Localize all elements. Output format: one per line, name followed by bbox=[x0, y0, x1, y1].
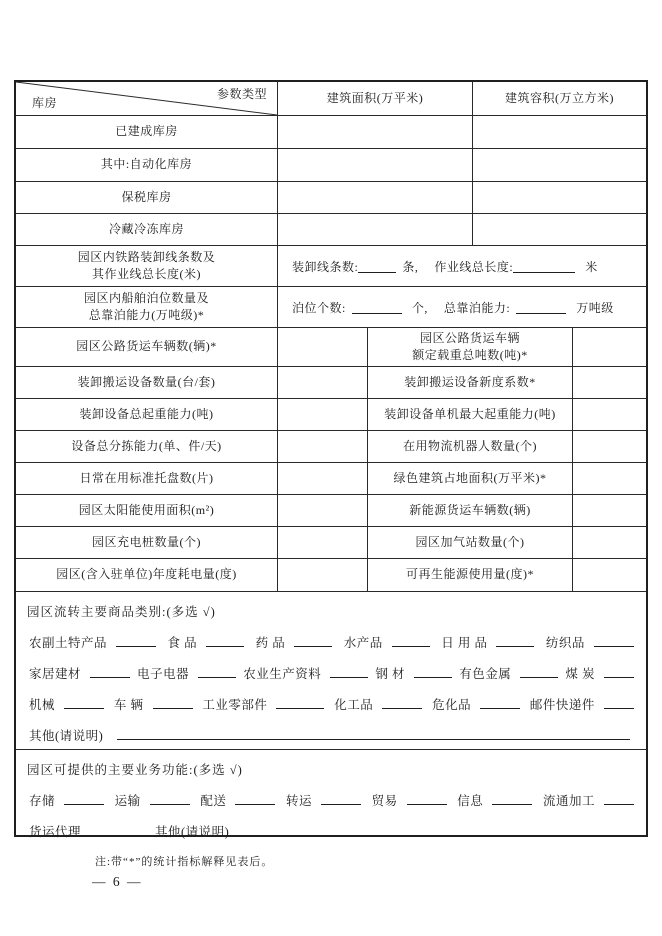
table-row-standard-pallets bbox=[16, 462, 646, 494]
check-blank bbox=[90, 665, 130, 678]
commodities-line-1 bbox=[27, 633, 636, 651]
value-cell-area bbox=[277, 182, 472, 213]
row-label: 保税库房 bbox=[121, 189, 172, 204]
working-line-length-unit: 米 bbox=[585, 259, 598, 274]
check-blank bbox=[150, 792, 190, 805]
value-cell-right bbox=[572, 328, 646, 366]
value-cell-left bbox=[277, 495, 367, 526]
row-label-right: 在用物流机器人数量(个) bbox=[367, 431, 572, 462]
row-label-right: 装卸搬运设备新度系数* bbox=[367, 367, 572, 398]
row-label: 冷藏冷冻库房 bbox=[108, 221, 184, 236]
function-item: 配送 bbox=[200, 791, 275, 809]
commodity-item: 食 品 bbox=[167, 633, 244, 651]
table-row-annual-power bbox=[16, 558, 646, 591]
row-label: 已建成库房 bbox=[115, 124, 178, 139]
value-cell-right bbox=[572, 527, 646, 558]
commodity-item: 危化品 bbox=[432, 695, 520, 713]
berth-count-label: 泊位个数: bbox=[292, 300, 346, 315]
berth-count-unit: 个, bbox=[411, 300, 428, 315]
row-label-left: 园区公路货运车辆数(辆)* bbox=[76, 339, 217, 354]
commodity-item: 邮件快递件 bbox=[530, 695, 634, 713]
value-cell-left bbox=[277, 328, 367, 366]
check-blank bbox=[235, 792, 275, 805]
check-blank bbox=[604, 696, 634, 709]
commodities-title: 园区流转主要商品类别:(多选 √) bbox=[27, 605, 216, 619]
function-item: 流通加工 bbox=[543, 791, 634, 809]
commodity-item: 煤 炭 bbox=[565, 664, 634, 682]
value-cell-left bbox=[277, 431, 367, 462]
check-blank bbox=[321, 792, 361, 805]
value-cell-left bbox=[277, 527, 367, 558]
footnote: 注:带“*”的统计指标解释见表后。 bbox=[95, 856, 274, 868]
other-blank bbox=[117, 727, 630, 740]
other-label: 其他(请说明) bbox=[29, 729, 104, 743]
row-label-line1: 园区内船舶泊位数量及 bbox=[83, 290, 209, 305]
row-label: 其中:自动化库房 bbox=[100, 157, 193, 172]
functions-line-1 bbox=[27, 791, 636, 809]
check-blank bbox=[330, 665, 368, 678]
check-blank bbox=[91, 823, 139, 836]
park-statistics-table bbox=[14, 80, 648, 837]
railway-fill-cell bbox=[277, 246, 646, 286]
row-label-left: 日常在用标准托盘数(片) bbox=[79, 470, 214, 485]
commodity-item: 机械 bbox=[29, 695, 104, 713]
table-row-handling-equipment bbox=[16, 366, 646, 398]
commodity-item: 农业生产资料 bbox=[243, 664, 368, 682]
check-blank bbox=[414, 665, 452, 678]
check-blank bbox=[153, 696, 193, 709]
check-blank bbox=[520, 665, 558, 678]
commodity-item: 有色金属 bbox=[459, 664, 558, 682]
row-label-left: 装卸设备总起重能力(吨) bbox=[79, 406, 214, 421]
row-label-right-line2: 额定载重总吨数(吨)* bbox=[412, 348, 528, 362]
table-row-built-warehouse bbox=[16, 115, 646, 148]
row-label-right: 绿色建筑占地面积(万平米)* bbox=[367, 463, 572, 494]
header-col-dimension-label: 参数类型 bbox=[216, 87, 267, 101]
loading-line-count-unit: 条, bbox=[402, 259, 419, 274]
header-row-dimension-label: 库房 bbox=[32, 96, 58, 110]
check-blank bbox=[64, 696, 104, 709]
check-blank bbox=[206, 634, 244, 647]
check-blank bbox=[64, 792, 104, 805]
row-label-right: 新能源货运车辆数(辆) bbox=[367, 495, 572, 526]
row-label bbox=[16, 287, 277, 327]
check-blank bbox=[198, 665, 236, 678]
value-cell-volume bbox=[472, 214, 646, 245]
table-row-sorting-capacity bbox=[16, 430, 646, 462]
table-row-ship-berths bbox=[16, 286, 646, 327]
check-blank bbox=[604, 665, 634, 678]
function-item: 贸易 bbox=[372, 791, 447, 809]
commodity-item: 药 品 bbox=[256, 633, 333, 651]
check-blank bbox=[116, 634, 156, 647]
other-label: 其他(请说明) bbox=[155, 825, 230, 839]
value-cell-volume bbox=[472, 182, 646, 213]
commodity-item: 化工品 bbox=[334, 695, 422, 713]
function-item: 信息 bbox=[457, 791, 532, 809]
functions-line-2 bbox=[27, 822, 636, 840]
functions-title: 园区可提供的主要业务功能:(多选 √) bbox=[27, 763, 243, 777]
column-header-building-area: 建筑面积(万平米) bbox=[277, 82, 472, 115]
commodities-line-3 bbox=[27, 695, 636, 713]
commodity-item: 电子电器 bbox=[137, 664, 236, 682]
check-blank bbox=[382, 696, 422, 709]
check-blank bbox=[496, 634, 534, 647]
value-cell-right bbox=[572, 431, 646, 462]
value-cell-right bbox=[572, 559, 646, 591]
table-row-cold-storage-warehouse bbox=[16, 213, 646, 245]
row-label-left: 设备总分拣能力(单、件/天) bbox=[71, 438, 222, 453]
commodity-item: 车 辆 bbox=[114, 695, 193, 713]
row-label-left: 园区(含入驻单位)年度耗电量(度) bbox=[56, 567, 237, 582]
diagonal-header-cell bbox=[16, 82, 277, 115]
check-blank bbox=[480, 696, 520, 709]
function-item-freight-agency: 货运代理 bbox=[29, 825, 82, 839]
row-label-right: 园区加气站数量(个) bbox=[367, 527, 572, 558]
table-row-bonded-warehouse bbox=[16, 181, 646, 213]
commodities-other-line bbox=[27, 726, 636, 744]
table-row-automated-warehouse bbox=[16, 148, 646, 181]
value-cell-right bbox=[572, 367, 646, 398]
commodity-item: 农副土特产品 bbox=[29, 633, 156, 651]
row-label-right bbox=[367, 328, 572, 366]
row-label bbox=[16, 246, 277, 286]
check-blank bbox=[392, 634, 430, 647]
table-row-lifting-capacity bbox=[16, 398, 646, 430]
commodities-section bbox=[16, 592, 646, 749]
table-row-road-freight-vehicles bbox=[16, 327, 646, 366]
check-blank bbox=[594, 634, 634, 647]
value-cell-left bbox=[277, 367, 367, 398]
value-cell-area bbox=[277, 149, 472, 181]
commodity-item: 纺织品 bbox=[546, 633, 634, 651]
loading-line-count-label: 装卸线条数: bbox=[292, 259, 359, 274]
value-cell-left bbox=[277, 463, 367, 494]
row-label-left: 园区太阳能使用面积(m²) bbox=[78, 502, 215, 517]
other-blank bbox=[243, 823, 630, 836]
row-label-line2: 其作业线总长度(米) bbox=[92, 267, 201, 281]
table-header-row bbox=[16, 82, 646, 115]
value-cell-volume bbox=[472, 116, 646, 148]
functions-section bbox=[16, 750, 646, 840]
working-line-length-blank bbox=[513, 260, 575, 273]
row-label-line2: 总靠泊能力(万吨级)* bbox=[88, 308, 205, 322]
function-item: 转运 bbox=[286, 791, 361, 809]
value-cell-area bbox=[277, 116, 472, 148]
row-label-left: 装卸搬运设备数量(台/套) bbox=[77, 374, 216, 389]
row-label-left: 园区充电桩数量(个) bbox=[92, 534, 201, 549]
check-blank bbox=[604, 792, 634, 805]
value-cell-right bbox=[572, 463, 646, 494]
berthing-capacity-unit: 万吨级 bbox=[576, 300, 614, 315]
function-item: 存储 bbox=[29, 791, 104, 809]
row-label-line1: 园区内铁路装卸线条数及 bbox=[77, 249, 216, 264]
berth-fill-cell bbox=[277, 287, 646, 327]
value-cell-area bbox=[277, 214, 472, 245]
check-blank bbox=[492, 792, 532, 805]
table-row-solar-area bbox=[16, 494, 646, 526]
row-label-right: 可再生能源使用量(度)* bbox=[367, 559, 572, 591]
loading-line-count-blank bbox=[358, 260, 396, 273]
check-blank bbox=[407, 792, 447, 805]
commodity-item: 日 用 品 bbox=[441, 633, 534, 651]
berthing-capacity-label: 总靠泊能力: bbox=[443, 300, 511, 315]
row-label-right-line1: 园区公路货运车辆 bbox=[419, 330, 520, 345]
table-row-railway-lines bbox=[16, 245, 646, 286]
value-cell-right bbox=[572, 399, 646, 430]
function-item: 运输 bbox=[115, 791, 190, 809]
value-cell-right bbox=[572, 495, 646, 526]
commodity-item: 钢 材 bbox=[375, 664, 452, 682]
berth-count-blank bbox=[352, 301, 402, 314]
column-header-building-volume: 建筑容积(万立方米) bbox=[472, 82, 646, 115]
check-blank bbox=[276, 696, 324, 709]
check-blank bbox=[294, 634, 332, 647]
berthing-capacity-blank bbox=[516, 301, 566, 314]
commodities-section-row bbox=[16, 591, 646, 749]
functions-section-row bbox=[16, 749, 646, 840]
value-cell-left bbox=[277, 399, 367, 430]
page-number: — 6 — bbox=[92, 874, 143, 889]
commodity-item: 水产品 bbox=[344, 633, 430, 651]
working-line-length-label: 作业线总长度: bbox=[434, 259, 514, 274]
commodity-item: 工业零部件 bbox=[202, 695, 324, 713]
value-cell-volume bbox=[472, 149, 646, 181]
commodity-item: 家居建材 bbox=[29, 664, 130, 682]
value-cell-left bbox=[277, 559, 367, 591]
row-label-right: 装卸设备单机最大起重能力(吨) bbox=[367, 399, 572, 430]
commodities-line-2 bbox=[27, 664, 636, 682]
table-row-charging-piles bbox=[16, 526, 646, 558]
